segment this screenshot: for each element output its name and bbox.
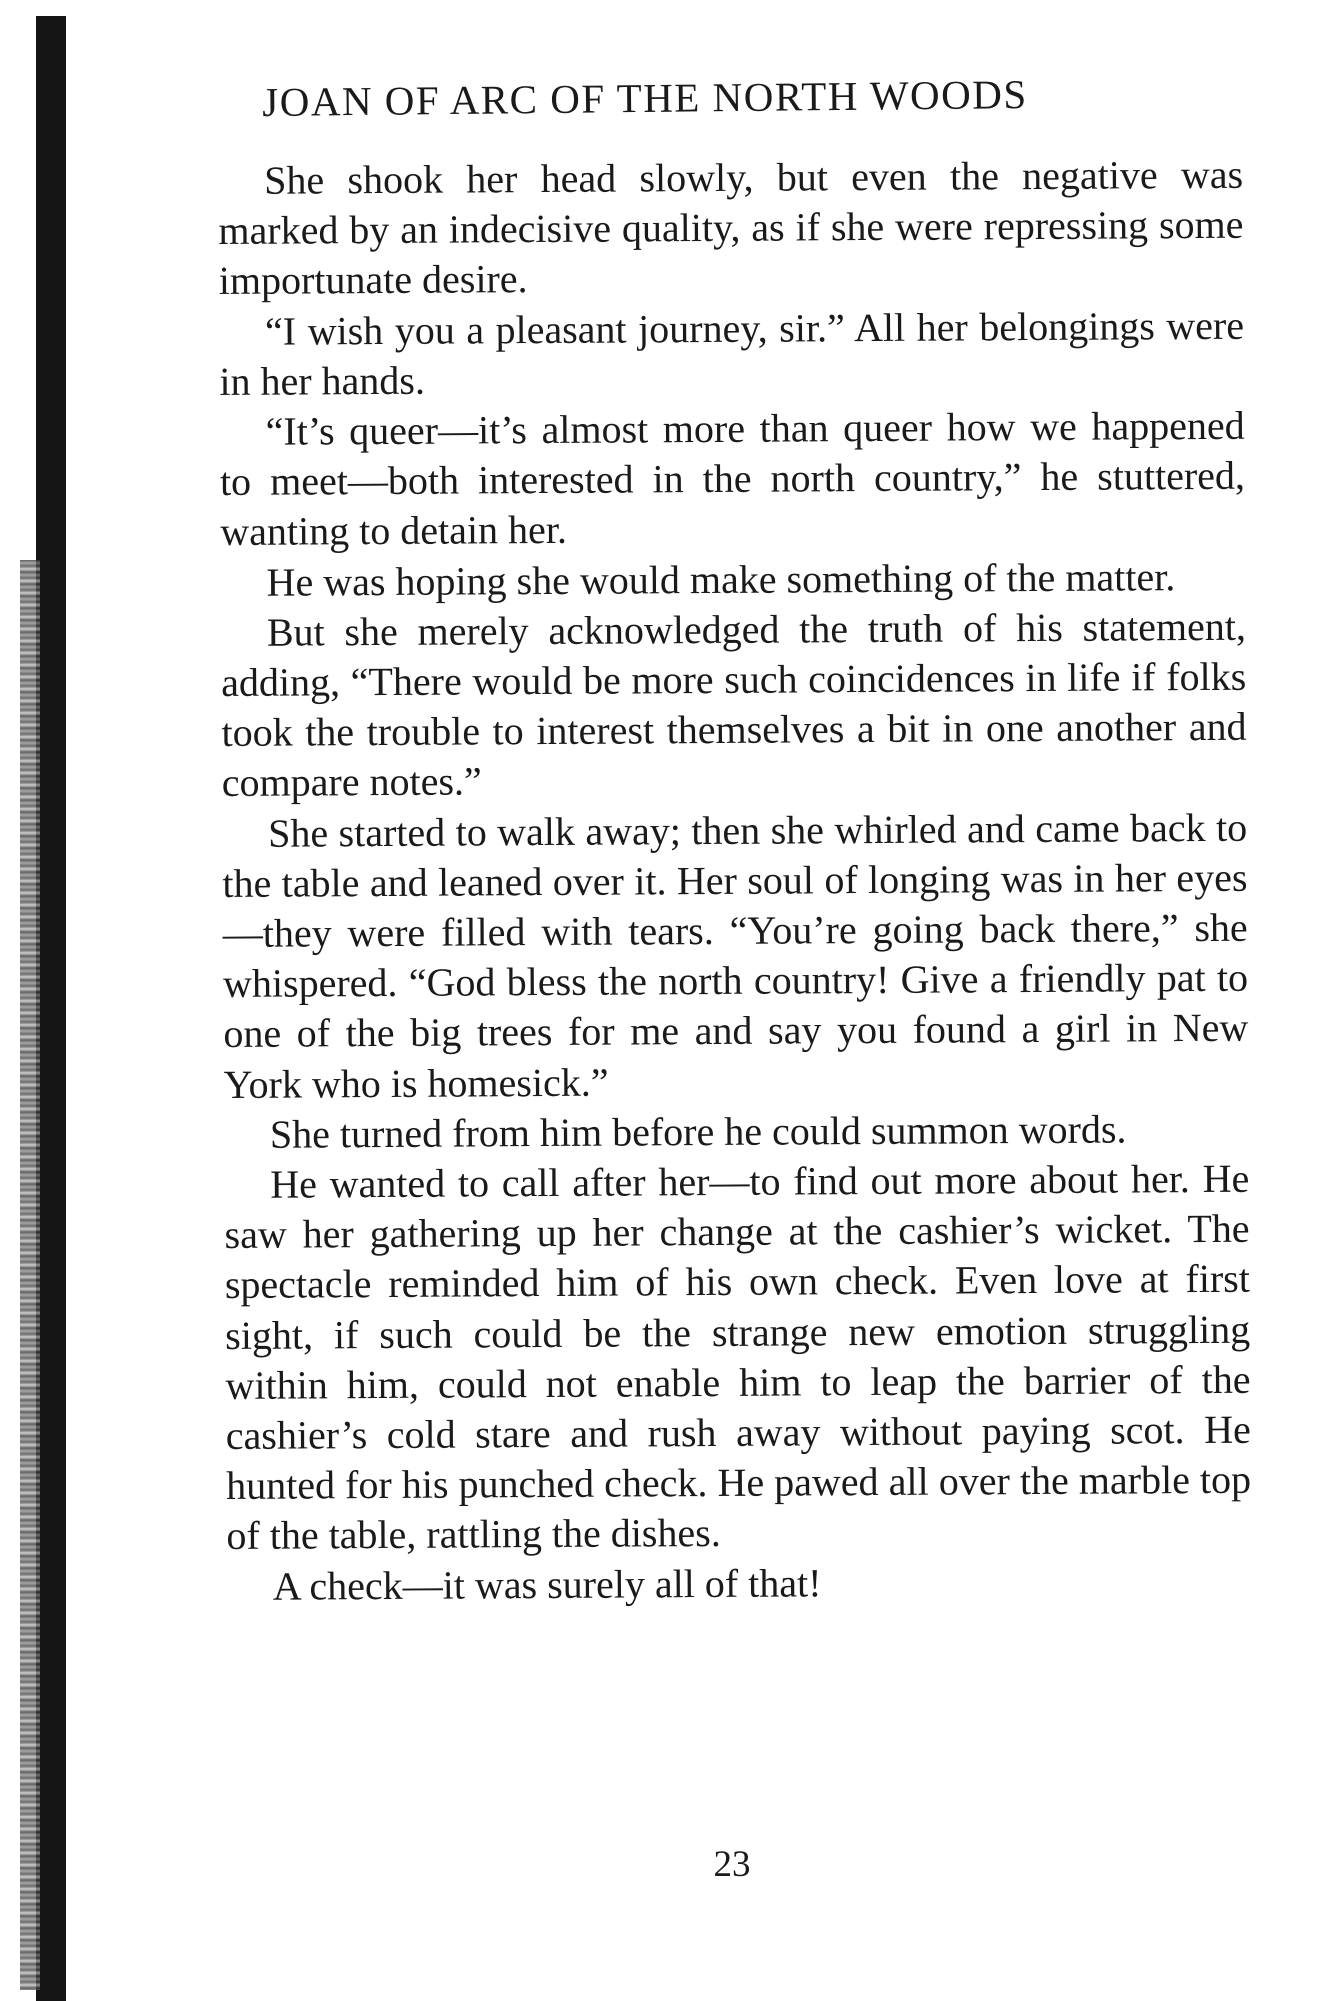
paragraph: A check—it was surely all of that! [272,1560,822,1609]
paragraph: She started to walk away; then she whirled and came back to the table and leaned over it. Her soul of longing was in her eyes—they were filled with tears. “You’re going back there,” she whispered. “God bless the north country! Give a friendly pat to one of the big trees for me and say you found a girl in New York who is homesick.” [222,804,1249,1107]
running-head: JOAN OF ARC OF THE NORTH WOODS [262,70,1028,125]
paragraph: She shook her head slowly, but even the negative was marked by an indecisive quality, as if she were repressing some importunate desire. [218,151,1244,304]
paragraph: He was hoping she would make something of the matter. [266,553,1176,605]
page-number: 23 [713,1844,751,1885]
paragraph: He wanted to call after her—to find out more about her. He saw her gathering up her change at the cashier’s wicket. The spectacle reminded him of his own check. Even love at first sight, if such could be the strange new emotion struggling within him, could not enable him to leap the barrier of the cashier’s cold stare and rush away without paying scot. He hunted for his punched check. He pawed all over the marble top of the table, rattling the dishes. [224,1155,1252,1559]
book-spine-shadow [36,16,66,2001]
paragraph: “I wish you a pleasant journey, sir.” All her belongings were in her hands. [219,302,1245,404]
page-edge-texture [20,560,40,1990]
paragraph: She turned from him before he could summon words. [269,1106,1127,1157]
paragraph: “It’s queer—it’s almost more than queer how we happened to meet—both interested in the north country,” he stuttered, wanting to detain her. [219,402,1246,555]
paragraph: But she merely acknowledged the truth of his statement, adding, “There would be more such coincidences in life if folks took the trouble to interest themselves a bit in one another and compare notes.” [221,603,1247,806]
body-text [218,150,1252,1612]
